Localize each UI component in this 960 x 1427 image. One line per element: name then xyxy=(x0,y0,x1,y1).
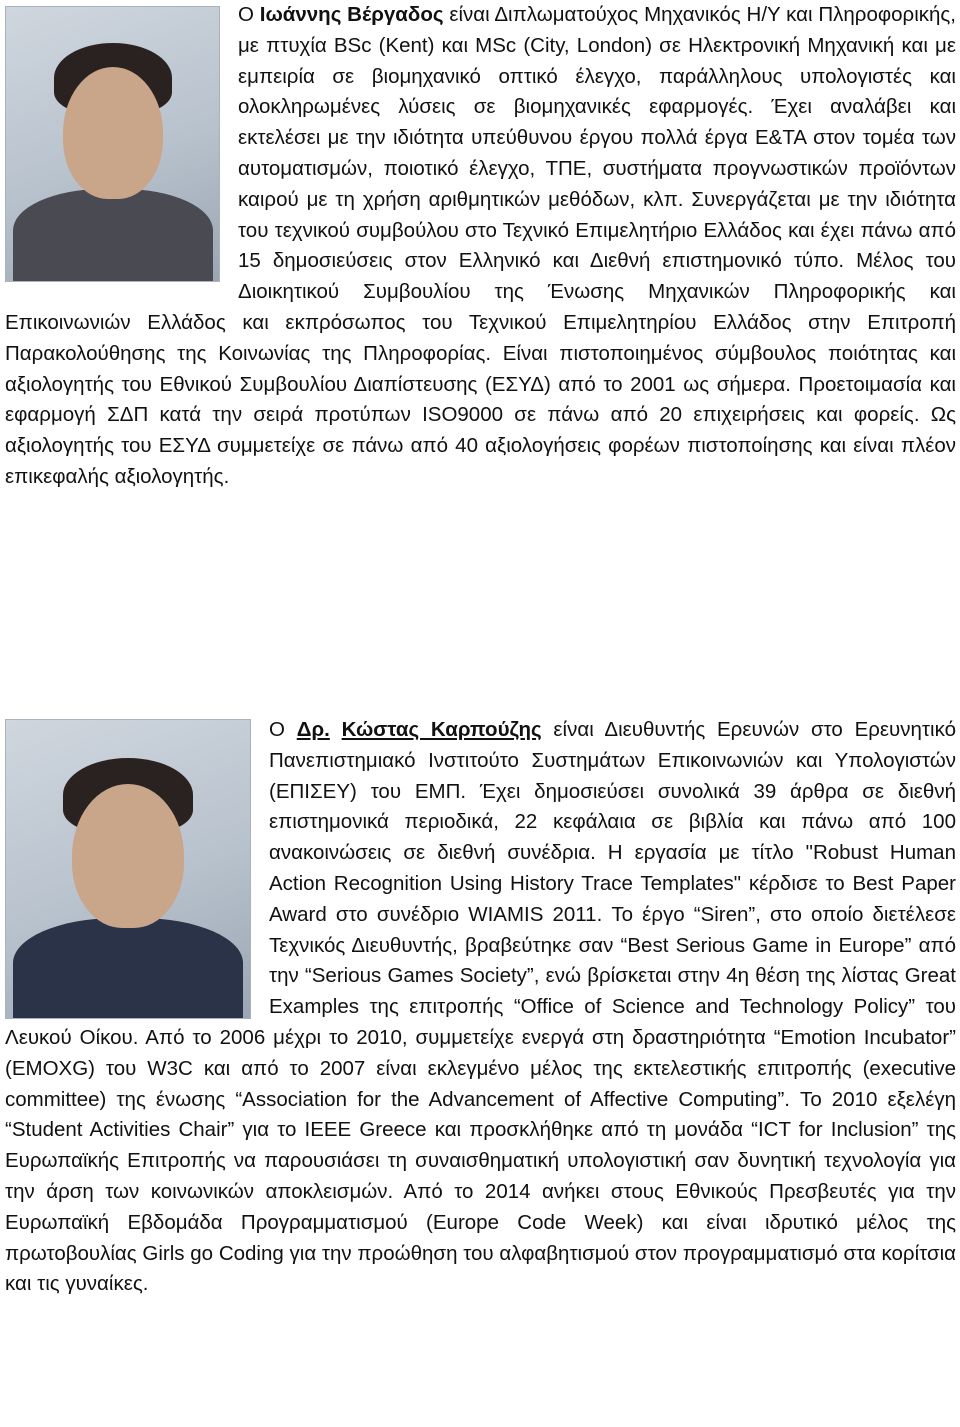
person-title: Δρ. xyxy=(296,718,330,741)
name-space xyxy=(330,718,342,741)
bio-prefix: Ο xyxy=(269,718,297,741)
portrait-face xyxy=(63,67,163,199)
bio-kostas-karpouzis xyxy=(5,715,956,1300)
bio-text: είναι Διευθυντής Ερευνών στο Ερευνητικό Πανεπιστημιακό Ινστιτούτο Συστημάτων Επικοινωνιών και Υπολογιστών (ΕΠΙΣΕΥ) του ΕΜΠ. Έχει δημοσιεύσει συνολικά 39 άρθρα σε διεθνή επιστημονικά περιοδικά, 22 κεφάλαια σε βιβλία και πάνω από 100 ανακοινώσεις σε διεθνή συνέδρια. Η εργασία με τίτλο "Robust Human Action Recognition Using History Trace Templates" κέρδισε το Best Paper Award στο συνέδριο WIAMIS 2011. Το έργο “Siren”, στο οποίο διετέλεσε Τεχνικός Διευθυντής, βραβεύτηκε σαν “Best Serious Game in Europe” από την “Serious Games Society”, ενώ βρίσκεται στην 4η θέση της λίστας Great Examples της επιτροπής “Office of Science and Technology Policy” του Λευκού Οίκου. Από το 2006 μέχρι το 2010, συμμετείχε ενεργά στη δραστηριότητα “Emotion Incubator” (EMOXG) του W3C και από το 2007 είναι εκλεγμένο μέλος της εκτελεστικής επιτροπής (executive committee) της ένωσης “Association for the Advancement of Affective Computing”. Το 2010 εξελέγη “Student Activities Chair” για το IEEE Greece και προσκλήθηκε από τη μονάδα “ICT for Inclusion” της Ευρωπαϊκής Επιτροπής να παρουσιάσει τη συναισθηματική υπολογιστική σαν δυνητική τεχνολογία για την άρση των κοινωνικών αποκλεισμών. Από το 2014 ανήκει στους Εθνικούς Πρεσβευτές για την Ευρωπαϊκή Εβδομάδα Προγραμματισμού (Europe Code Week) και είναι ιδρυτικό μέλος της πρωτοβουλίας Girls go Coding για την προώθηση του αλφαβητισμού στον προγραμματισμό στα κορίτσια και τις γυναίκες. xyxy=(5,718,956,1296)
bio-prefix: Ο xyxy=(238,3,260,26)
bio-text: είναι Διπλωματούχος Μηχανικός Η/Υ και Πληροφορικής, με πτυχία BSc (Kent) και MSc (City, London) σε Ηλεκτρονική Μηχανική και με εμπειρία σε βιομηχανικό οπτικό έλεγχο, παράλληλους υπολογιστές και ολοκληρωμένες λύσεις σε βιομηχανικές εφαρμογές. Έχει αναλάβει και εκτελέσει με την ιδιότητα υπεύθυνου έργου πολλά έργα Ε&ΤΑ στον τομέα των αυτοματισμών, ποιοτικό έλεγχο, ΤΠΕ, συστήματα προγνωστικών προϊόντων καιρού με τη χρήση αριθμητικών μεθόδων, κλπ. Συνεργάζεται με την ιδιότητα του τεχνικού συμβούλου στο Τεχνικό Επιμελητήριο Ελλάδος και έχει πάνω από 15 δημοσιεύσεις στον Ελληνικό και Διεθνή επιστημονικό τύπο. Μέλος του Διοικητικού Συμβουλίου της Ένωσης Μηχανικών Πληροφορικής και Επικοινωνιών Ελλάδος και εκπρόσωπος του Τεχνικού Επιμελητηρίου Ελλάδος στην Επιτροπή Παρακολούθησης της Κοινωνίας της Πληροφορίας. Είναι πιστοποιημένος σύμβουλος ποιότητας και αξιολογητής του Εθνικού Συμβουλίου Διαπίστευσης (ΕΣΥΔ) από το 2001 ως σήμερα. Προετοιμασία και εφαρμογή ΣΔΠ κατά την σειρά προτύπων ISO9000 σε πάνω από 20 επιχειρήσεις και φορείς. Ως αξιολογητής του ΕΣΥΔ συμμετείχε σε πάνω από 40 αξιολογήσεις φορέων πιστοποίησης και είναι πλέον επικεφαλής αξιολογητής. xyxy=(5,3,956,488)
portrait-photo xyxy=(5,6,220,282)
portrait-shoulders xyxy=(13,918,243,1018)
portrait-face xyxy=(72,784,184,928)
bio-ioannis-vergados xyxy=(5,0,956,493)
person-name: Κώστας Καρπούζης xyxy=(341,718,542,741)
portrait-photo xyxy=(5,719,251,1019)
person-name: Ιωάννης Βέργαδος xyxy=(259,3,444,26)
portrait-shoulders xyxy=(13,189,213,281)
